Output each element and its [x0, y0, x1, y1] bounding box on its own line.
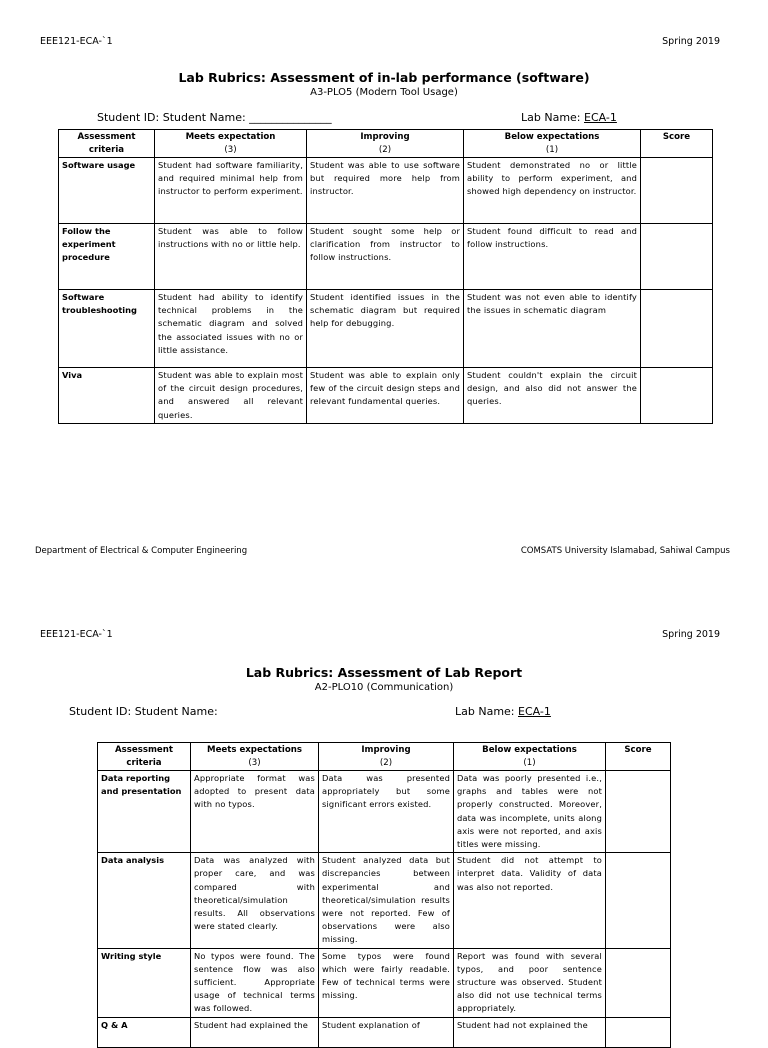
column-header: Score: [606, 743, 671, 771]
criteria-cell: Data analysis: [98, 853, 191, 948]
criteria-cell: Data reporting and presentation: [98, 771, 191, 853]
lab-name-value: ECA-1: [518, 705, 551, 718]
lab-name-label: Lab Name:: [455, 705, 515, 718]
below-cell: Student did not attempt to interpret data. Validity of data was also not reported.: [454, 853, 606, 948]
criteria-cell: Q & A: [98, 1017, 191, 1047]
student-label: Student ID: Student Name:: [69, 705, 218, 718]
improving-cell: Student was able to use software but required more help from instructor.: [307, 158, 464, 224]
below-cell: Report was found with several typos, and poor sentence structure was observed. Student also did not use technical terms appropriately.: [454, 948, 606, 1017]
below-cell: Student was not even able to identify the issues in schematic diagram: [464, 290, 641, 368]
table-row: [59, 368, 713, 424]
footer-campus: COMSATS University Islamabad, Sahiwal Campus: [520, 546, 730, 556]
improving-cell: Student was able to explain only few of the circuit design steps and relevant fundamental queries.: [307, 368, 464, 424]
column-header: Score: [641, 130, 713, 158]
lab-name-line: [521, 111, 617, 124]
improving-cell: Data was presented appropriately but some significant errors existed.: [319, 771, 454, 853]
score-cell[interactable]: [606, 853, 671, 948]
meets-cell: Student was able to explain most of the circuit design procedures, and answered all relevant queries.: [155, 368, 307, 424]
score-cell[interactable]: [606, 1017, 671, 1047]
table-row: [98, 1017, 671, 1047]
column-header: Improving (2): [307, 130, 464, 158]
criteria-cell: Writing style: [98, 948, 191, 1017]
table-row: [98, 853, 671, 948]
meets-cell: Student had software familiarity, and required minimal help from instructor to perform experiment.: [155, 158, 307, 224]
column-header: Improving (2): [319, 743, 454, 771]
below-cell: Data was poorly presented i.e., graphs and tables were not properly constructed. Moreover, data was incomplete, units along axis were not reported, and axis titles were missing.: [454, 771, 606, 853]
semester: Spring 2019: [662, 36, 720, 47]
meets-cell: Appropriate format was adopted to present data with no typos.: [191, 771, 319, 853]
below-cell: Student found difficult to read and follow instructions.: [464, 224, 641, 290]
criteria-cell: Software usage: [59, 158, 155, 224]
table-row: [98, 948, 671, 1017]
improving-cell: Some typos were found which were fairly readable. Few of technical terms were missing.: [319, 948, 454, 1017]
meets-cell: Student was able to follow instructions with no or little help.: [155, 224, 307, 290]
column-header: Assessment criteria: [59, 130, 155, 158]
meets-cell: No typos were found. The sentence flow was also sufficient. Appropriate usage of technical terms was followed.: [191, 948, 319, 1017]
page-title: Lab Rubrics: Assessment of in-lab performance (software): [178, 70, 590, 85]
meets-cell: Student had ability to identify technical problems in the schematic diagram and solved the associated issues with no or little assistance.: [155, 290, 307, 368]
score-cell[interactable]: [606, 948, 671, 1017]
rubric-table-report: [97, 742, 671, 1048]
improving-cell: Student sought some help or clarification from instructor to follow instructions.: [307, 224, 464, 290]
score-cell[interactable]: [641, 224, 713, 290]
student-name-blank: _______________: [249, 111, 332, 124]
table-header-row: [59, 130, 713, 158]
table-row: [98, 771, 671, 853]
table-row: [59, 158, 713, 224]
score-cell[interactable]: [606, 771, 671, 853]
column-header: Below expectations (1): [454, 743, 606, 771]
below-cell: Student couldn't explain the circuit design, and also did not answer the queries.: [464, 368, 641, 424]
score-cell[interactable]: [641, 368, 713, 424]
rubric-table-software: [58, 129, 713, 424]
meets-cell: Data was analyzed with proper care, and was compared with theoretical/simulation results. All observations were stated clearly.: [191, 853, 319, 948]
column-header: Below expectations (1): [464, 130, 641, 158]
improving-cell: Student identified issues in the schematic diagram but required help for debugging.: [307, 290, 464, 368]
column-header: Meets expectations (3): [191, 743, 319, 771]
column-header: Meets expectation (3): [155, 130, 307, 158]
criteria-cell: Software troubleshooting: [59, 290, 155, 368]
score-cell[interactable]: [641, 158, 713, 224]
footer-department: Department of Electrical & Computer Engineering: [35, 546, 248, 556]
criteria-cell: Viva: [59, 368, 155, 424]
page-subtitle: A3-PLO5 (Modern Tool Usage): [310, 87, 458, 98]
improving-cell: Student explanation of: [319, 1017, 454, 1047]
table-row: [59, 290, 713, 368]
student-info-line: [97, 111, 332, 124]
score-cell[interactable]: [641, 290, 713, 368]
course-code: EEE121-ECA-`1: [40, 36, 113, 47]
lab-name-line: [455, 705, 551, 718]
student-label: Student ID: Student Name:: [97, 111, 246, 124]
below-cell: Student demonstrated no or little ability to perform experiment, and showed high dependency on instructor.: [464, 158, 641, 224]
column-header: Assessment criteria: [98, 743, 191, 771]
page-subtitle: A2-PLO10 (Communication): [314, 682, 454, 693]
table-header-row: [98, 743, 671, 771]
below-cell: Student had not explained the: [454, 1017, 606, 1047]
student-info-line: [69, 705, 218, 718]
lab-name-value: ECA-1: [584, 111, 617, 124]
table-row: [59, 224, 713, 290]
lab-name-label: Lab Name:: [521, 111, 581, 124]
semester: Spring 2019: [662, 629, 720, 640]
page-title: Lab Rubrics: Assessment of Lab Report: [245, 665, 523, 680]
improving-cell: Student analyzed data but discrepancies between experimental and theoretical/simulation results were not reported. Few of observations were also missing.: [319, 853, 454, 948]
criteria-cell: Follow the experiment procedure: [59, 224, 155, 290]
meets-cell: Student had explained the: [191, 1017, 319, 1047]
course-code: EEE121-ECA-`1: [40, 629, 113, 640]
